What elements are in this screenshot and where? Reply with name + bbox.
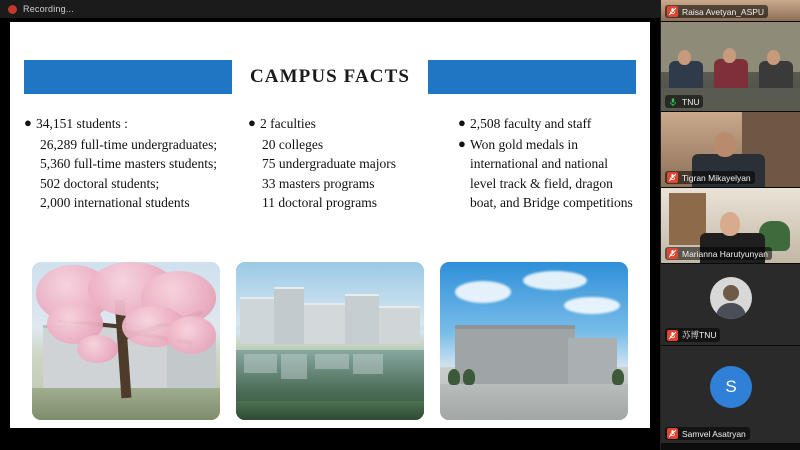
- participant-tile[interactable]: [661, 188, 800, 264]
- column-academics: [248, 114, 448, 214]
- list-item: [248, 114, 448, 134]
- list-item: 11 doctoral programs: [262, 195, 377, 211]
- participant-nameplate: [665, 5, 768, 18]
- list-item: [458, 135, 636, 213]
- slide-title: CAMPUS FACTS: [249, 66, 411, 87]
- participant-rail[interactable]: [660, 0, 800, 450]
- bullet-icon: ●: [248, 115, 256, 130]
- list-item: 5,360 full-time masters students;: [40, 156, 217, 172]
- bullet-icon: ●: [458, 115, 466, 130]
- column-faculty-achievements: [458, 114, 636, 214]
- list-item: [24, 114, 238, 134]
- participant-tile[interactable]: [661, 112, 800, 188]
- participant-nameplate: [665, 95, 703, 108]
- microphone-muted-icon: [667, 428, 678, 439]
- microphone-muted-icon: [667, 172, 678, 183]
- participant-name: Marianna Harutyunyan: [682, 248, 768, 259]
- title-band-left: [24, 60, 232, 94]
- participant-name: Samvel Asatryan: [682, 428, 746, 439]
- list-item: 502 doctoral students;: [40, 175, 160, 191]
- slide-columns: [24, 114, 636, 214]
- recording-bar: [0, 0, 660, 18]
- slide-photo-row: [32, 262, 628, 420]
- bullet-icon: ●: [24, 115, 32, 130]
- list-item: 75 undergraduate majors: [262, 156, 396, 172]
- photo-cherry-blossom-campus: [32, 262, 220, 420]
- list-item: 2,000 international students: [40, 195, 190, 211]
- list-item: [458, 114, 636, 134]
- microphone-muted-icon: [667, 330, 678, 341]
- participant-tile[interactable]: [661, 22, 800, 112]
- column-students: [24, 114, 238, 214]
- list-item-text: 34,151 students :: [36, 116, 128, 131]
- list-item: 26,289 full-time undergraduates;: [40, 136, 218, 152]
- shared-screen-stage[interactable]: [0, 18, 660, 450]
- participant-name: TNU: [682, 96, 700, 107]
- participant-name: Tigran Mikayelyan: [682, 172, 751, 183]
- list-item-text: 2 faculties: [260, 116, 316, 131]
- microphone-muted-icon: [667, 6, 678, 17]
- slide-title-row: [24, 60, 636, 94]
- presentation-slide: [10, 22, 650, 428]
- microphone-active-icon: [667, 96, 678, 107]
- recording-label: Recording...: [23, 4, 74, 14]
- photo-grey-campus-hall: [440, 262, 628, 420]
- list-item-text: 2,508 faculty and staff: [470, 116, 592, 131]
- participant-name: 苏博TNU: [682, 330, 717, 340]
- participant-name: Raisa Avetyan_ASPU: [682, 6, 765, 17]
- participant-tile[interactable]: [661, 0, 800, 22]
- title-band-right: [428, 60, 636, 94]
- participant-tile[interactable]: [661, 346, 800, 444]
- participant-tile[interactable]: [661, 264, 800, 346]
- avatar: [710, 277, 752, 319]
- list-item: 20 colleges: [262, 136, 324, 152]
- avatar: S: [710, 366, 752, 408]
- microphone-muted-icon: [667, 248, 678, 259]
- participant-nameplate: [665, 427, 750, 440]
- list-item: 33 masters programs: [262, 175, 375, 191]
- photo-lakeside-campus-buildings: [236, 262, 424, 420]
- participant-nameplate: [665, 247, 772, 260]
- bullet-icon: ●: [458, 135, 466, 151]
- list-item-text: Won gold medals in international and national level track & field, dragon boat, and Bridge competitions: [470, 136, 633, 211]
- record-dot-icon: [8, 5, 17, 14]
- participant-nameplate: [665, 171, 755, 184]
- participant-nameplate: [665, 328, 720, 342]
